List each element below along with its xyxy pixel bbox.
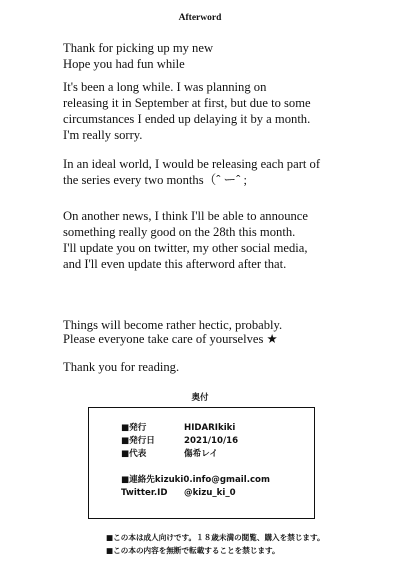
colophon-key: ■発行 — [121, 423, 147, 433]
paragraph-take-care — [63, 318, 393, 346]
text-line: On another news, I think I'll be able to announce — [63, 209, 308, 223]
colophon-title: 奥付 — [191, 393, 209, 403]
colophon-row-twitter — [121, 487, 236, 499]
text-line: Thank you for reading. — [63, 360, 180, 374]
notice-adults-only: ■この本は成人向けです。１８歳未満の閲覧、購入を禁じます。 — [106, 533, 325, 542]
paragraph-announcement — [63, 208, 393, 272]
colophon-value: HIDARIkiki — [184, 423, 236, 433]
colophon-value: 2021/10/16 — [184, 436, 239, 446]
text-line: Please everyone take care of yourselves ★ — [63, 332, 278, 346]
text-line: releasing it in September at first, but due to some — [63, 96, 311, 110]
page-title: Afterword — [178, 13, 222, 23]
colophon-value: kizuki0.info@gmail.com — [154, 475, 270, 485]
text-line: the series every two months（ˆ ーˆ ; — [63, 173, 247, 187]
text-line: I'll update you on twitter, my other social media, — [63, 241, 308, 255]
colophon-row-publisher — [121, 422, 235, 434]
paragraph-release-schedule — [63, 156, 393, 188]
text-line: I'm really sorry. — [63, 128, 143, 142]
colophon-key: ■代表 — [121, 449, 147, 459]
text-line: something really good on the 28th this month. — [63, 225, 296, 239]
colophon-box — [88, 407, 315, 519]
text-line: Hope you had fun while — [63, 57, 185, 71]
colophon-value: @kizu_ki_0 — [184, 488, 236, 498]
colophon-row-contact — [121, 474, 270, 486]
colophon-key: ■連絡先 — [121, 475, 155, 485]
colophon-row-representative — [121, 448, 218, 460]
notice-no-reproduction: ■この本の内容を無断で転載することを禁じます。 — [106, 546, 280, 555]
colophon-key: Twitter.ID — [121, 488, 168, 498]
text-line: It's been a long while. I was planning on — [63, 80, 267, 94]
text-line: circumstances I ended up delaying it by a month. — [63, 112, 311, 126]
text-line: In an ideal world, I would be releasing each part of — [63, 157, 321, 171]
text-line: Things will become rather hectic, probably. — [63, 318, 283, 332]
colophon-value: 傷希レイ — [184, 449, 218, 459]
paragraph-thanks — [63, 40, 393, 72]
paragraph-closing — [63, 359, 393, 375]
paragraph-delay — [63, 79, 393, 143]
colophon-row-date — [121, 435, 238, 447]
text-line: Thank for picking up my new — [63, 41, 214, 55]
text-line: and I'll even update this afterword after that. — [63, 257, 287, 271]
colophon-key: ■発行日 — [121, 436, 155, 446]
